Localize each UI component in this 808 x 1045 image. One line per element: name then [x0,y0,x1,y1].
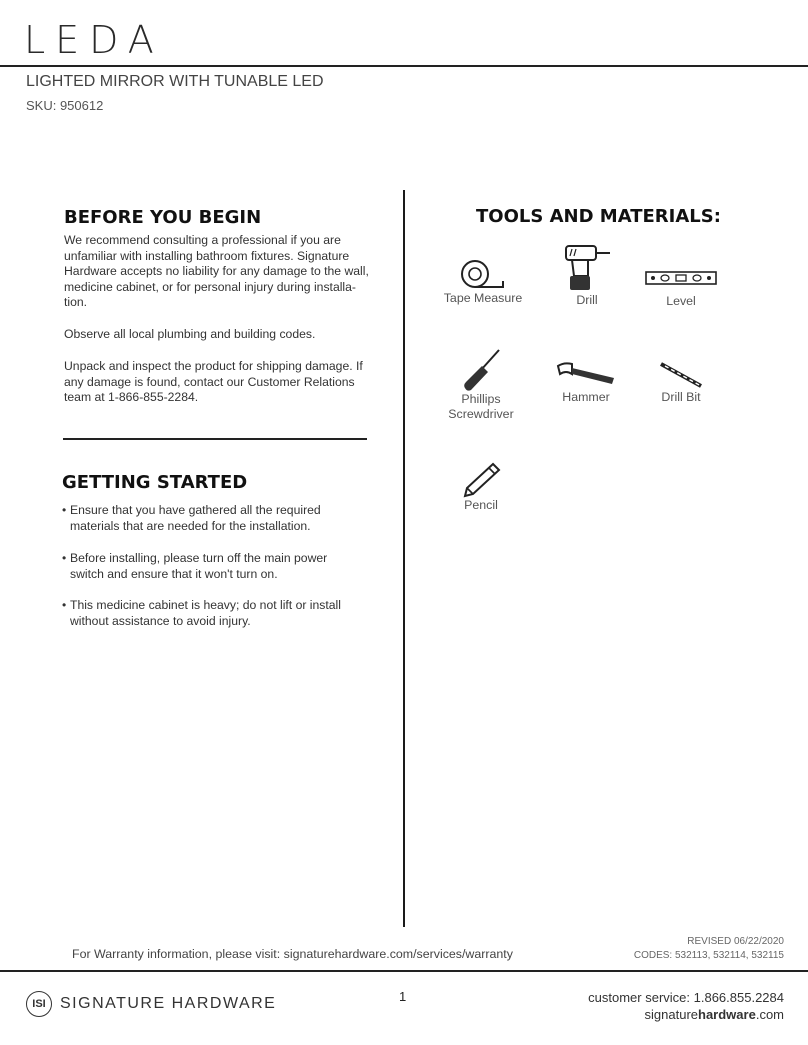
tool-phillips-screwdriver [426,348,536,421]
website-prefix: signature [644,1007,699,1022]
list-item-text: This medicine cabinet is heavy; do not lift or install without assistance to avoid injury. [70,598,341,628]
tool-label: Drill Bit [661,390,701,404]
before-paragraph-1: We recommend consulting a professional if you are unfamiliar with installing bathroom fixtures. Signature Hardware accepts no liability for any damage to the wall, medicine cabinet, or for personal injury during installa-tion. [64,233,369,309]
tool-label: Drill [576,293,598,307]
revision-info [634,935,784,963]
logo-name: SIGNATURE HARDWARE [60,995,277,1012]
sku-label: SKU: 950612 [26,98,104,113]
level-icon [645,269,717,287]
logo-mark: ISI [26,991,52,1017]
header-divider [0,65,808,67]
tools-heading: TOOLS AND MATERIALS: [476,206,721,227]
tool-label: Phillips [461,392,501,406]
bullet-icon: • [62,503,67,517]
list-item-text: Before installing, please turn off the main power switch and ensure that it won't turn on. [70,551,328,581]
footer-divider [0,970,808,972]
section-separator [63,438,367,440]
website-bold: hardware [698,1007,756,1022]
tool-label: Screwdriver [448,406,514,421]
before-you-begin-heading: BEFORE YOU BEGIN [64,207,262,228]
warranty-info: For Warranty information, please visit: signaturehardware.com/services/warranty [72,947,513,961]
contact-info [588,989,784,1023]
tool-drill-bit [626,360,736,405]
before-paragraph-3: Unpack and inspect the product for shipping damage. If any damage is found, contact our Customer Relations team at 1-866-855-2284. [64,359,363,404]
product-codes: CODES: 532113, 532114, 532115 [633,950,784,961]
column-divider [403,190,405,927]
product-subtitle: LIGHTED MIRROR WITH TUNABLE LED [26,73,324,90]
pencil-icon [461,462,501,498]
list-item [62,551,362,582]
customer-service: customer service: 1.866.855.2284 [588,990,784,1005]
website-link [588,1006,784,1023]
tool-label: Hammer [562,390,610,404]
drill-bit-icon [657,360,705,390]
drill-icon [560,243,614,293]
website-suffix: .com [755,1007,784,1022]
list-item [62,598,362,629]
tool-tape-measure [428,257,538,306]
tool-hammer [531,360,641,405]
screwdriver-icon [457,348,505,392]
tool-level [626,269,736,309]
hammer-icon [554,360,618,390]
brand-title: LEDA [24,18,164,62]
before-paragraph-2: Observe all local plumbing and building codes. [64,327,316,341]
bullet-icon: • [62,598,67,612]
revised-date: REVISED 06/22/2020 [687,936,784,947]
getting-started-heading: GETTING STARTED [62,472,248,493]
tool-label: Pencil [464,498,498,512]
page-number: 1 [399,989,407,1004]
tape-measure-icon [459,257,507,291]
list-item-text: Ensure that you have gathered all the required materials that are needed for the installation. [70,503,321,533]
bullet-icon: • [62,551,67,565]
signature-hardware-logo [26,991,276,1017]
tool-label: Level [666,294,696,308]
tool-label: Tape Measure [443,291,523,305]
tool-pencil [426,462,536,513]
list-item [62,503,362,534]
